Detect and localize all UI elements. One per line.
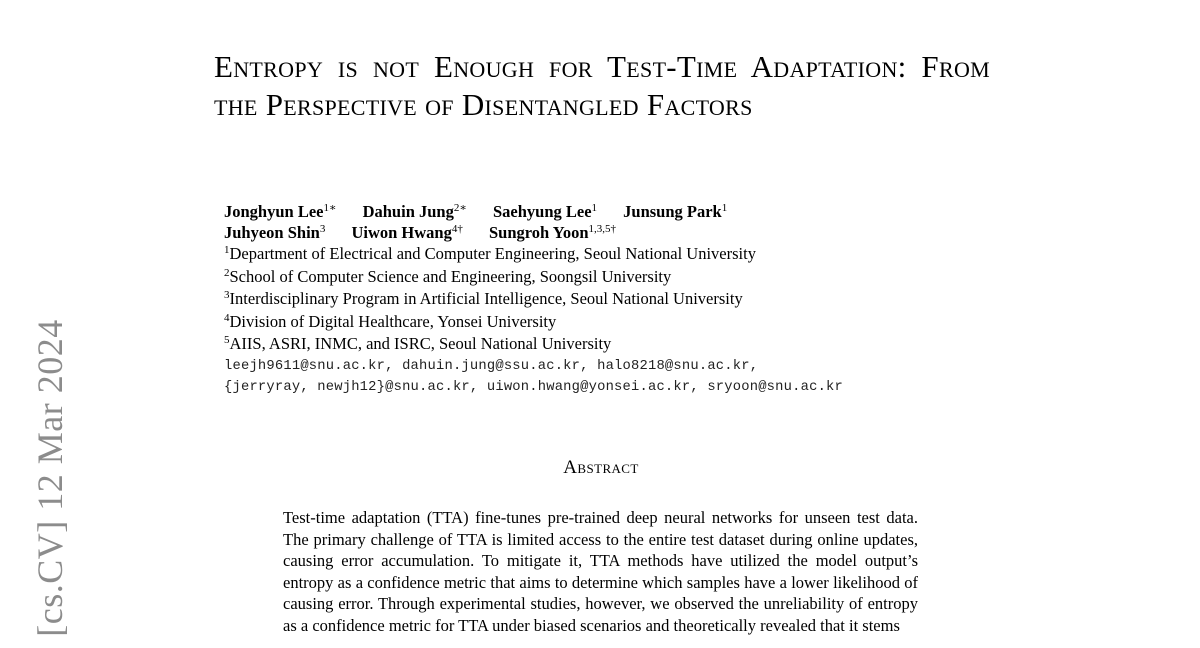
- affiliation-text: Department of Electrical and Computer Engineering, Seoul National University: [229, 244, 756, 263]
- email-line: leejh9611@snu.ac.kr, dahuin.jung@ssu.ac.kr, halo8218@snu.ac.kr,: [224, 358, 759, 374]
- author-sup: 4†: [451, 223, 463, 235]
- affiliation-item: [224, 243, 1024, 266]
- affiliation-sup: 5: [224, 334, 230, 347]
- abstract-text: Test-time adaptation (TTA) fine-tunes pre-trained deep neural networks for unseen test data. The primary challenge of TTA is limited access to the entire test dataset during online updates, causing error accumulation. To mitigate it, TTA methods have utilized the model output’s entropy as a confidence metric that aims to determine which samples have a lower likelihood of causing error. Through experimental studies, however, we observed the unreliability of entropy as a confidence metric for TTA under biased scenarios and theoretically revealed that it stems: [283, 508, 918, 635]
- author-sup: 1∗: [323, 202, 337, 214]
- author-name: Junsung Park: [623, 202, 722, 221]
- author-name: Juhyeon Shin: [224, 223, 320, 242]
- author-sup: 1,3,5†: [588, 223, 617, 235]
- author-sup: 3: [319, 223, 326, 235]
- affiliation-text: Interdisciplinary Program in Artificial Intelligence, Seoul National University: [229, 289, 743, 309]
- author-sup: 1: [591, 202, 598, 214]
- author-block: [224, 201, 1024, 398]
- affiliation-text: AIIS, ASRI, INMC, and ISRC, Seoul National University: [229, 334, 612, 354]
- author-line-1: [224, 201, 1024, 222]
- affiliation-item: [224, 333, 1024, 356]
- email-list: [224, 356, 1024, 398]
- author-line-2: [224, 222, 1024, 243]
- affiliation-list: [224, 243, 1024, 356]
- affiliation-sup: 2: [224, 266, 230, 279]
- affiliation-sup: 4: [224, 311, 230, 324]
- affiliation-text: Division of Digital Healthcare, Yonsei University: [229, 311, 557, 331]
- author-name: Sungroh Yoon: [489, 223, 589, 242]
- abstract-heading: Abstract: [563, 457, 639, 478]
- email-line: {jerryray, newjh12}@snu.ac.kr, uiwon.hwang@yonsei.ac.kr, sryoon@snu.ac.kr: [224, 379, 844, 395]
- author-sup: 2∗: [453, 202, 467, 214]
- author-name: Uiwon Hwang: [351, 223, 452, 242]
- author-name: Dahuin Jung: [362, 202, 454, 221]
- author-sup: 1: [721, 202, 728, 214]
- arxiv-stamp-text: [cs.CV] 12 Mar 2024: [30, 319, 70, 637]
- affiliation-sup: 1: [224, 244, 230, 256]
- paper-title: Entropy is not Enough for Test-Time Adaptation: From the Perspective of Disentangled Factors: [214, 49, 990, 122]
- affiliation-sup: 3: [224, 289, 230, 302]
- author-name: Saehyung Lee: [492, 202, 592, 221]
- affiliation-text: School of Computer Science and Engineering, Soongsil University: [229, 266, 672, 286]
- affiliation-item: [224, 288, 1024, 311]
- affiliation-item: [224, 266, 1024, 289]
- affiliation-item: [224, 311, 1024, 334]
- author-name: Jonghyun Lee: [224, 202, 324, 221]
